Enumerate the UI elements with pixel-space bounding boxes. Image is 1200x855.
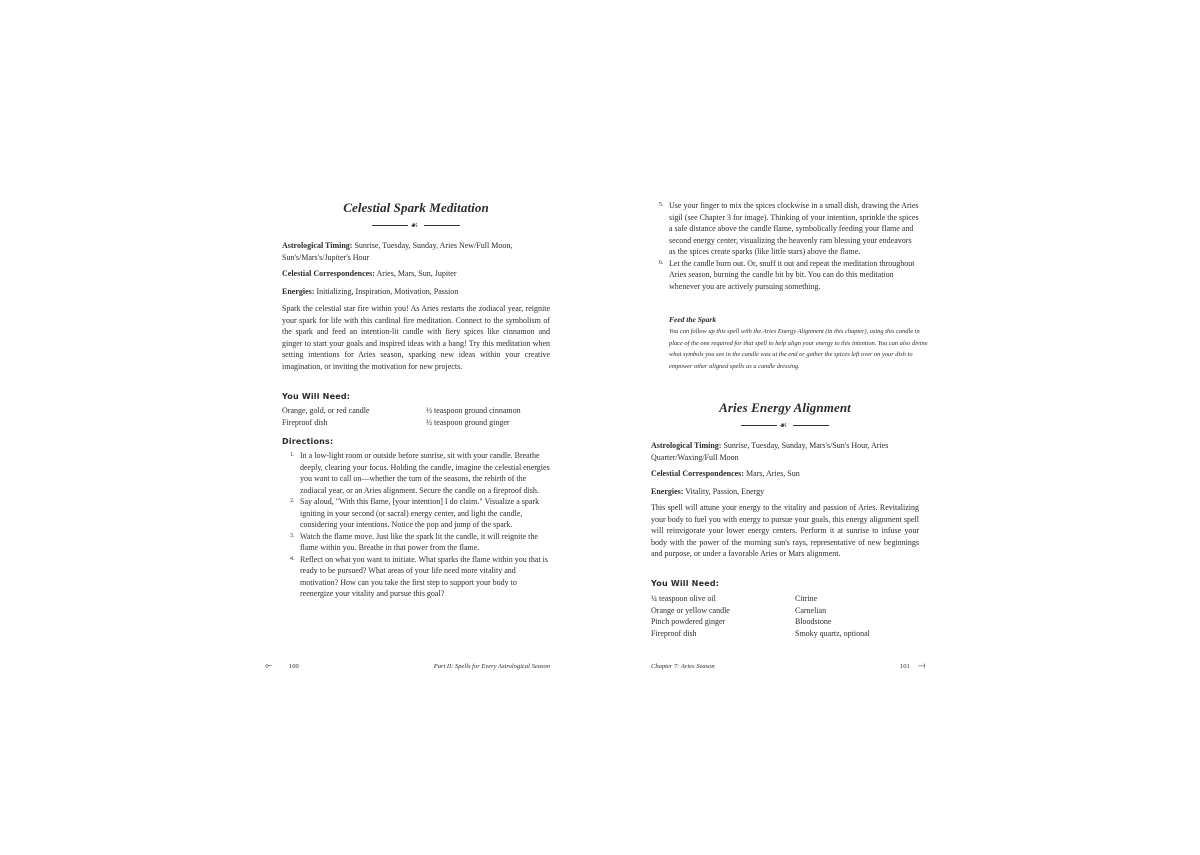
- you-will-need-heading: You Will Need:: [282, 392, 351, 401]
- ingredient-item: Fireproof dish: [282, 417, 328, 427]
- ingredient-item: Fireproof dish: [651, 628, 697, 638]
- spell-title: Aries Energy Alignment: [719, 400, 851, 415]
- fleuron-icon: ⟜: [265, 660, 273, 670]
- astrological-timing: Astrological Timing: Sunrise, Tuesday, Sunday, Mars's/Sun's Hour, Aries Quarter/Waxing/Full Moon: [651, 441, 889, 462]
- ingredient-item: Orange, gold, or red candle: [282, 406, 370, 415]
- title-ornament: [282, 220, 550, 230]
- direction-step: 4. Reflect on what you want to initiate. What sparks the flame within you that is ready to be pursued? What areas of your life need more vitality and motivation? How can you take the first step to support your body to reenergize your vitality and pursue this goal?: [290, 554, 549, 598]
- feed-the-spark-heading: Feed the Spark: [669, 315, 717, 324]
- celestial-correspondences: Celestial Correspondences: Mars, Aries, Sun: [651, 469, 800, 478]
- running-head: Part II: Spells for Every Astrological Season: [433, 663, 550, 670]
- astrological-timing: Astrological Timing: Sunrise, Tuesday, Sunday, Aries New/Full Moon, Sun's/Mars's/Jupiter's Hour: [282, 241, 513, 262]
- directions-list: [282, 450, 550, 600]
- ingredient-item: Orange or yellow candle: [651, 605, 730, 615]
- direction-step: 1. In a low-light room or outside before sunrise, sit with your candle. Breathe deeply, clearing your focus. Holding the candle, imagine the celestial energies you want to call on—whether the turn of the seasons, the rebirth of the zodiacal year, or an Aries alignment. Secure the candle on a fireproof dish.: [290, 451, 550, 495]
- feed-the-spark-text: You can follow up this spell with the Aries Energy Alignment (in this chapter), using this candle in place of the one required for that spell to help align your energy to this intention. You can also divine what symbols you see in the candle wax at the end or gather the spices left over on your dish to empower other aligned spells as a candle dressing.: [669, 328, 928, 370]
- ingredient-item: ½ teaspoon ground cinnamon: [426, 406, 521, 415]
- ingredient-item: ½ teaspoon ground ginger: [426, 417, 510, 427]
- ingredient-item: ¼ teaspoon olive oil: [651, 594, 716, 603]
- page-number: 101: [900, 663, 910, 670]
- direction-step: 3. Watch the flame move. Just like the spark lit the candle, it will reignite the flame within you. Breathe in that power from the flame.: [290, 531, 538, 552]
- direction-step: 2. Say aloud, "With this flame, [your intention] I do claim." Visualize a spark igniting in your second (or sacral) energy center, and light the candle, considering your intentions. Notice the pop and jump of the spark.: [290, 497, 540, 529]
- spell-title: Celestial Spark Meditation: [343, 200, 489, 215]
- fleuron-icon: ⟞: [918, 660, 926, 670]
- direction-step: 5. Use your finger to mix the spices clockwise in a small dish, drawing the Aries sigil (see Chapter 3 for image). Thinking of your intention, sprinkle the spices a safe distance above the candle flame, symbolically feeding your flame and second energy center, visualizing the heavenly ram blessing your endeavors as the spices create sparks (like little stars) above the flame.: [659, 201, 919, 256]
- energies: Energies: Initializing, Inspiration, Motivation, Passion: [282, 287, 459, 296]
- ingredient-item: Bloodstone: [795, 617, 832, 626]
- title-ornament: [651, 420, 919, 430]
- you-will-need-heading: You Will Need:: [651, 579, 720, 588]
- ingredient-item: Smoky quartz, optional: [795, 628, 870, 638]
- swirl-icon: ☙: [410, 220, 419, 230]
- intro-paragraph: Spark the celestial star fire within you! As Aries restarts the zodiacal year, reignite your spark for life with this cardinal fire meditation. Connect to the symbolism of the spark and feed an intention-lit candle with fiery spices like cinnamon and ginger to start your goals and inspired ideas with a bang! Try this meditation when setting intentions for Aries season, sparking new ideas within your creative imagination, or inviting the motivation for new projects.: [282, 304, 550, 371]
- direction-step: 6. Let the candle burn out. Or, snuff it out and repeat the meditation throughout Aries season, burning the candle bit by bit. You can do this meditation whenever you are actively pursuing something.: [659, 258, 915, 291]
- energies: Energies: Vitality, Passion, Energy: [651, 487, 765, 496]
- swirl-icon: ☙: [779, 420, 788, 430]
- directions-list-continued: [651, 200, 919, 292]
- ingredient-item: Citrine: [795, 594, 818, 603]
- ingredient-item: Carnelian: [795, 605, 827, 615]
- ingredient-item: Pinch powdered ginger: [651, 617, 726, 626]
- celestial-correspondences: Celestial Correspondences: Aries, Mars, Sun, Jupiter: [282, 269, 457, 278]
- intro-paragraph: This spell will attune your energy to the vitality and passion of Aries. Revitalizing your body to fuel you with energy to pursue your goals, this energy alignment spell will reinvigorate your lower energy centers. Perform it at sunrise to infuse your body with the power of the morning sun's rays, representative of new beginnings and purpose, or under a favorable Aries or Mars alignment.: [651, 503, 919, 558]
- directions-heading: Directions:: [282, 437, 334, 446]
- running-head: Chapter 7: Aries Season: [651, 663, 715, 670]
- page-number: 100: [289, 663, 299, 670]
